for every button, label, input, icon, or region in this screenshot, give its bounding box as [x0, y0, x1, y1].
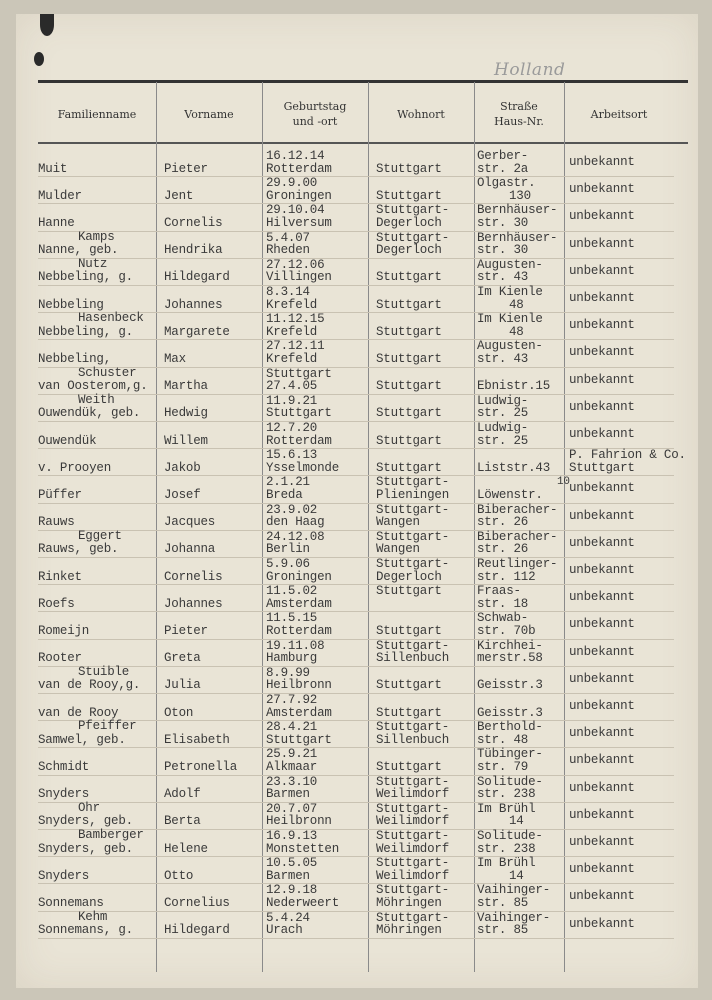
cell-wohn2: Weilimdorf	[376, 841, 450, 856]
cell-geb1: 15.6.13	[266, 448, 318, 463]
cell-name: Samwel, geb.	[38, 732, 126, 747]
punch-hole-top	[40, 14, 54, 36]
cell-str2: str. 79	[477, 759, 529, 774]
cell-wohn2: Stuttgart	[376, 379, 442, 394]
cell-str2: str. 48	[477, 732, 529, 747]
cell-geb2: Monstetten	[266, 841, 340, 856]
cell-vorname: Pieter	[164, 623, 208, 638]
cell-str2: 48	[509, 297, 524, 312]
cell-geb1: 12.9.18	[266, 883, 318, 898]
cell-arb1: unbekannt	[569, 481, 635, 496]
cell-geb2: Rotterdam	[266, 623, 332, 638]
cell-arb1: unbekannt	[569, 263, 635, 278]
cell-str2: Ebnistr.15	[477, 379, 551, 394]
cell-name: van de Rooy,g.	[38, 678, 141, 693]
cell-geb2: Ysselmonde	[266, 460, 340, 475]
cell-geb2: Krefeld	[266, 297, 318, 312]
cell-name: Snyders, geb.	[38, 841, 133, 856]
cell-str1: Tübinger-	[477, 747, 543, 762]
cell-wohn2: Stuttgart	[376, 161, 442, 176]
cell-name: van de Rooy	[38, 705, 119, 720]
cell-str2: str. 70b	[477, 623, 536, 638]
cell-str2: str. 85	[477, 923, 529, 938]
cell-str1: Olgastr.	[477, 176, 536, 191]
cell-wohn1: Stuttgart-	[376, 720, 450, 735]
cell-arb1: unbekannt	[569, 291, 635, 305]
cell-str1: Schwab-	[477, 611, 529, 626]
cell-vorname: Cornelis	[164, 215, 223, 230]
cell-wohn1: Stuttgart-	[376, 203, 450, 218]
cell-arb1: unbekannt	[569, 862, 635, 877]
cell-geb1: 10.5.05	[266, 856, 318, 871]
cell-geb2: Stuttgart	[266, 406, 332, 421]
cell-wohn2: Stuttgart	[376, 678, 442, 693]
cell-str1: Bernhäuser-	[477, 230, 558, 245]
cell-geb2: Amsterdam	[266, 705, 332, 720]
header-arbeitsort: Arbeitsort	[590, 107, 648, 121]
cell-arb1: unbekannt	[569, 399, 635, 414]
header-familienname: Familienname	[57, 107, 137, 121]
table-row	[16, 748, 674, 775]
cell-wohn1: Stuttgart-	[376, 774, 450, 789]
table-row	[16, 857, 674, 884]
cell-geb1: 16.12.14	[266, 149, 325, 163]
cell-name: Muit	[38, 161, 68, 176]
cell-arb1: unbekannt	[569, 590, 635, 605]
cell-vorname: Margarete	[164, 324, 230, 339]
cell-geb1: 8.9.99	[266, 665, 310, 680]
table-row	[16, 612, 674, 639]
table-row	[16, 528, 674, 558]
cell-str1: Biberacher-	[477, 502, 558, 517]
cell-str1: Ludwig-	[477, 393, 529, 408]
cell-str2: 48	[509, 324, 524, 339]
cell-pre: Bamberger	[78, 828, 144, 842]
cell-geb1: 5.4.24	[266, 910, 310, 925]
cell-geb1: 23.9.02	[266, 502, 318, 517]
cell-pre: Hasenbeck	[78, 311, 144, 326]
table-row	[16, 664, 674, 694]
cell-str2: Löwenstr.	[477, 487, 543, 502]
cell-wohn1: Stuttgart-	[376, 502, 450, 517]
cell-wohn2: Degerloch	[376, 215, 442, 230]
cell-wohn1: Stuttgart-	[376, 230, 450, 245]
cell-name: Sonnemans, g.	[38, 923, 133, 938]
table-row	[16, 204, 674, 231]
cell-name: Hanne	[38, 215, 75, 230]
cell-vorname: Elisabeth	[164, 732, 230, 747]
cell-vorname: Hildegard	[164, 923, 230, 938]
cell-pre: Nutz	[78, 256, 108, 271]
cell-geb2: den Haag	[266, 515, 325, 530]
cell-str1: Augusten-	[477, 339, 543, 354]
cell-str1: Im Kienle	[477, 285, 543, 299]
cell-geb1: 28.4.21	[266, 720, 318, 735]
cell-name: Snyders, geb.	[38, 814, 133, 829]
cell-str1: Fraas-	[477, 584, 521, 599]
cell-geb1: 24.12.08	[266, 529, 325, 544]
cell-str1: Vaihinger-	[477, 910, 551, 925]
cell-name: Püffer	[38, 487, 82, 502]
cell-wohn2: Stuttgart	[376, 623, 442, 638]
table-row	[16, 150, 674, 177]
table-row	[16, 365, 674, 395]
cell-str1: 10	[557, 476, 570, 489]
cell-vorname: Johannes	[164, 297, 223, 312]
cell-arb1: unbekannt	[569, 318, 635, 333]
cell-name: v. Prooyen	[38, 460, 112, 475]
cell-wohn2: Stuttgart	[376, 433, 442, 448]
cell-str2: str. 25	[477, 433, 529, 448]
cell-geb2: Krefeld	[266, 351, 318, 366]
cell-geb2: Groningen	[266, 569, 332, 584]
cell-wohn2: Wangen	[376, 515, 420, 530]
cell-wohn2: Weilimdorf	[376, 868, 450, 883]
cell-str1: Vaihinger-	[477, 883, 551, 898]
cell-vorname: Greta	[164, 651, 201, 666]
cell-wohn1: Stuttgart-	[376, 856, 450, 871]
cell-geb2: Krefeld	[266, 324, 318, 339]
cell-str2: str. 43	[477, 270, 529, 285]
cell-str1: Reutlinger-	[477, 557, 558, 571]
cell-geb1: 5.4.07	[266, 230, 310, 245]
table-row	[16, 830, 674, 857]
cell-str2: str. 26	[477, 542, 529, 557]
cell-geb2: Hamburg	[266, 651, 318, 666]
document-sheet	[16, 14, 698, 988]
cell-arb1: unbekannt	[569, 563, 635, 577]
cell-geb1: 27.12.06	[266, 257, 325, 272]
cell-name: Nanne, geb.	[38, 243, 119, 258]
cell-geb2: Rotterdam	[266, 433, 332, 448]
cell-geb2: Breda	[266, 487, 303, 502]
table-row	[16, 286, 674, 313]
cell-wohn2: Degerloch	[376, 569, 442, 584]
cell-str1: Bernhäuser-	[477, 203, 558, 218]
cell-wohn2: Plieningen	[376, 487, 450, 502]
cell-arb1: unbekannt	[569, 726, 635, 741]
cell-arb1: unbekannt	[569, 916, 635, 931]
cell-vorname: Hildegard	[164, 270, 230, 285]
cell-wohn2: Stuttgart	[376, 188, 442, 203]
header-wohnort: Wohnort	[397, 107, 445, 121]
cell-name: Nebbeling	[38, 297, 104, 312]
cell-wohn2: Wangen	[376, 542, 420, 557]
table-row	[16, 585, 674, 612]
cell-arb1: unbekannt	[569, 508, 635, 523]
cell-str2: str. 2a	[477, 161, 529, 176]
table-row	[16, 721, 674, 748]
cell-vorname: Cornelius	[164, 895, 230, 910]
cell-name: Mulder	[38, 188, 82, 203]
header-vorname: Vorname	[184, 107, 234, 121]
cell-geb1: Stuttgart	[266, 366, 332, 381]
cell-vorname: Johanna	[164, 542, 216, 557]
cell-pre: Kamps	[78, 229, 115, 244]
cell-name: Rooter	[38, 651, 82, 666]
cell-pre: Kehm	[78, 909, 108, 924]
cell-wohn2: Sillenbuch	[376, 732, 450, 747]
cell-geb2: Hilversum	[266, 215, 332, 230]
cell-str1: Im Brühl	[477, 801, 536, 816]
cell-arb1: unbekannt	[569, 617, 635, 632]
cell-vorname: Adolf	[164, 787, 201, 802]
cell-wohn2: Degerloch	[376, 243, 442, 258]
cell-wohn2: Stuttgart	[376, 351, 442, 366]
cell-wohn1: Stuttgart	[376, 584, 442, 599]
cell-wohn2: Stuttgart	[376, 705, 442, 720]
cell-name: Nebbeling, g.	[38, 324, 133, 339]
cell-geb1: 27.7.92	[266, 693, 318, 707]
cell-geb2: Alkmaar	[266, 759, 318, 774]
header-geburtstag: Geburtstag und -ort	[283, 100, 347, 128]
cell-geb1: 11.5.15	[266, 611, 318, 626]
cell-wohn2: Möhringen	[376, 895, 442, 910]
table-row	[16, 256, 674, 286]
cell-str2: str. 30	[477, 215, 529, 230]
cell-wohn2: Weilimdorf	[376, 787, 450, 802]
cell-geb2: Groningen	[266, 188, 332, 203]
cell-wohn1: Stuttgart-	[376, 557, 450, 571]
cell-wohn1: Stuttgart-	[376, 883, 450, 898]
cell-vorname: Hedwig	[164, 406, 208, 421]
cell-geb1: 11.12.15	[266, 312, 325, 327]
cell-str2: str. 238	[477, 787, 536, 802]
cell-geb1: 29.9.00	[266, 176, 318, 191]
cell-name: van Oosterom,g.	[38, 379, 148, 394]
cell-vorname: Johannes	[164, 596, 223, 611]
cell-geb1: 29.10.04	[266, 203, 325, 218]
cell-wohn2: Stuttgart	[376, 759, 442, 774]
cell-geb2: Barmen	[266, 787, 310, 802]
cell-wohn1: Stuttgart-	[376, 829, 450, 843]
table-row	[16, 884, 674, 911]
cell-str2: merstr.58	[477, 651, 543, 666]
cell-geb1: 16.9.13	[266, 829, 318, 843]
cell-pre: Schuster	[78, 365, 137, 380]
cell-vorname: Jent	[164, 188, 194, 203]
cell-str1: Berthold-	[477, 720, 543, 735]
cell-wohn1: Stuttgart-	[376, 801, 450, 816]
table-row	[16, 476, 674, 503]
cell-name: Snyders	[38, 868, 90, 883]
cell-wohn2: Stuttgart	[376, 297, 442, 312]
cell-arb1: unbekannt	[569, 807, 635, 822]
cell-name: Rauws	[38, 515, 75, 530]
cell-vorname: Jakob	[164, 460, 201, 475]
cell-wohn2: Möhringen	[376, 923, 442, 938]
cell-geb2: Berlin	[266, 542, 310, 557]
table-row	[16, 229, 674, 259]
cell-geb1: 19.11.08	[266, 638, 325, 653]
cell-name: Rinket	[38, 569, 82, 584]
table-row	[16, 909, 674, 939]
cell-geb2: Barmen	[266, 868, 310, 883]
table-row	[16, 558, 674, 585]
cell-arb1: unbekannt	[569, 780, 635, 795]
cell-wohn1: Stuttgart-	[376, 638, 450, 653]
table-row	[16, 694, 674, 721]
table-row	[16, 776, 674, 803]
cell-str2: Geisstr.3	[477, 678, 543, 693]
cell-str2: str. 30	[477, 243, 529, 258]
cell-geb1: 20.7.07	[266, 801, 318, 816]
punch-hole-mark	[34, 52, 44, 66]
cell-vorname: Josef	[164, 487, 201, 502]
cell-str2: str. 18	[477, 596, 529, 611]
cell-str2: 14	[509, 814, 524, 829]
header-top-rule	[38, 80, 688, 83]
cell-str1: Augusten-	[477, 257, 543, 272]
cell-str2: str. 238	[477, 841, 536, 856]
cell-vorname: Cornelis	[164, 569, 223, 584]
cell-geb1: 5.9.06	[266, 557, 310, 571]
cell-geb1: 23.3.10	[266, 774, 318, 789]
table-row	[16, 313, 674, 340]
cell-name: Roefs	[38, 596, 75, 611]
cell-str2: Liststr.43	[477, 460, 551, 475]
cell-vorname: Max	[164, 351, 186, 366]
cell-str2: str. 26	[477, 515, 529, 530]
cell-str2: 130	[509, 188, 531, 203]
cell-arb1: unbekannt	[569, 236, 635, 251]
cell-name: Ouwendük	[38, 433, 97, 448]
cell-geb1: 12.7.20	[266, 421, 318, 435]
table-row	[16, 448, 686, 476]
cell-name: Nebbeling,	[38, 351, 112, 366]
cell-geb1: 11.9.21	[266, 393, 318, 408]
cell-geb2: Rheden	[266, 243, 310, 258]
cell-name: Schmidt	[38, 759, 90, 774]
cell-arb1: unbekannt	[569, 155, 635, 169]
cell-geb1: 2.1.21	[266, 475, 310, 490]
handwritten-note: Holland	[494, 60, 566, 80]
cell-wohn2: Stuttgart	[376, 406, 442, 421]
cell-geb2: Amsterdam	[266, 596, 332, 611]
cell-wohn2: Weilimdorf	[376, 814, 450, 829]
cell-wohn1: Stuttgart-	[376, 910, 450, 925]
cell-arb1: unbekannt	[569, 671, 635, 686]
cell-pre: Pfeiffer	[78, 719, 137, 734]
cell-arb1: unbekannt	[569, 535, 635, 550]
cell-str1: Solitude-	[477, 774, 543, 789]
cell-pre: Eggert	[78, 528, 122, 543]
cell-geb2: Rotterdam	[266, 161, 332, 176]
cell-vorname: Hendrika	[164, 243, 223, 258]
cell-name: Romeijn	[38, 623, 90, 638]
cell-arb1: unbekannt	[569, 889, 635, 904]
cell-wohn2: Stuttgart	[376, 460, 442, 475]
cell-str1: Kirchhei-	[477, 638, 543, 653]
cell-vorname: Jacques	[164, 515, 216, 530]
cell-vorname: Petronella	[164, 759, 238, 774]
cell-arb1: unbekannt	[569, 345, 635, 360]
cell-geb1: 27.12.11	[266, 339, 325, 354]
cell-name: Ouwendük, geb.	[38, 406, 141, 421]
cell-str2: 14	[509, 868, 524, 883]
cell-geb1: 25.9.21	[266, 747, 318, 762]
cell-name: Snyders	[38, 787, 90, 802]
cell-arb1: unbekannt	[569, 644, 635, 659]
cell-str1: Im Brühl	[477, 856, 536, 871]
cell-str1: Ludwig-	[477, 421, 529, 435]
table-row	[16, 340, 674, 367]
cell-arb2: Stuttgart	[569, 461, 635, 476]
cell-str2: str. 25	[477, 406, 529, 421]
cell-vorname: Oton	[164, 705, 194, 720]
cell-arb1: unbekannt	[569, 427, 635, 441]
cell-geb2: 27.4.05	[266, 379, 318, 394]
cell-wohn1: Stuttgart-	[376, 529, 450, 544]
cell-str1: Gerber-	[477, 149, 529, 163]
cell-geb2: Urach	[266, 923, 303, 938]
cell-wohn2: Sillenbuch	[376, 651, 450, 666]
cell-str1: Solitude-	[477, 829, 543, 843]
cell-pre: Weith	[78, 392, 115, 407]
cell-str2: str. 112	[477, 569, 536, 584]
cell-arb1: unbekannt	[569, 835, 635, 849]
cell-vorname: Otto	[164, 868, 194, 883]
cell-str1: Im Kienle	[477, 312, 543, 327]
cell-str2: str. 85	[477, 895, 529, 910]
row-divider	[38, 938, 674, 939]
cell-geb2: Heilbronn	[266, 814, 332, 829]
table-row	[16, 800, 674, 830]
table-row	[16, 422, 674, 449]
cell-geb2: Stuttgart	[266, 732, 332, 747]
cell-str2: Geisstr.3	[477, 705, 543, 720]
cell-vorname: Berta	[164, 814, 201, 829]
cell-arb1: unbekannt	[569, 753, 635, 768]
table-row	[16, 640, 674, 667]
header-strasse: Straße Haus-Nr.	[494, 100, 544, 128]
cell-vorname: Martha	[164, 379, 208, 394]
table-row	[16, 177, 674, 204]
cell-name: Nebbeling, g.	[38, 270, 133, 285]
cell-geb2: Heilbronn	[266, 678, 332, 693]
table-row	[16, 392, 674, 422]
table-row	[16, 504, 674, 531]
cell-name: Sonnemans	[38, 895, 104, 910]
cell-arb1: unbekannt	[569, 209, 635, 224]
cell-arb1: unbekannt	[569, 699, 635, 713]
cell-wohn2: Stuttgart	[376, 270, 442, 285]
header-bottom-rule	[38, 142, 688, 144]
cell-pre: Ohr	[78, 800, 100, 815]
cell-vorname: Pieter	[164, 161, 208, 176]
cell-vorname: Julia	[164, 678, 201, 693]
cell-vorname: Helene	[164, 841, 208, 856]
cell-geb1: 8.3.14	[266, 285, 310, 299]
cell-geb1: 11.5.02	[266, 584, 318, 599]
cell-arb1: unbekannt	[569, 182, 635, 197]
cell-str2: str. 43	[477, 351, 529, 366]
cell-str1: Biberacher-	[477, 529, 558, 544]
cell-geb2: Villingen	[266, 270, 332, 285]
cell-geb2: Nederweert	[266, 895, 340, 910]
cell-vorname: Willem	[164, 433, 208, 448]
cell-wohn1: Stuttgart-	[376, 475, 450, 490]
cell-name: Rauws, geb.	[38, 542, 119, 557]
cell-wohn2: Stuttgart	[376, 324, 442, 339]
cell-arb1: unbekannt	[569, 372, 635, 387]
cell-arb1: P. Fahrion & Co.	[569, 448, 686, 463]
cell-pre: Stuible	[78, 664, 130, 679]
